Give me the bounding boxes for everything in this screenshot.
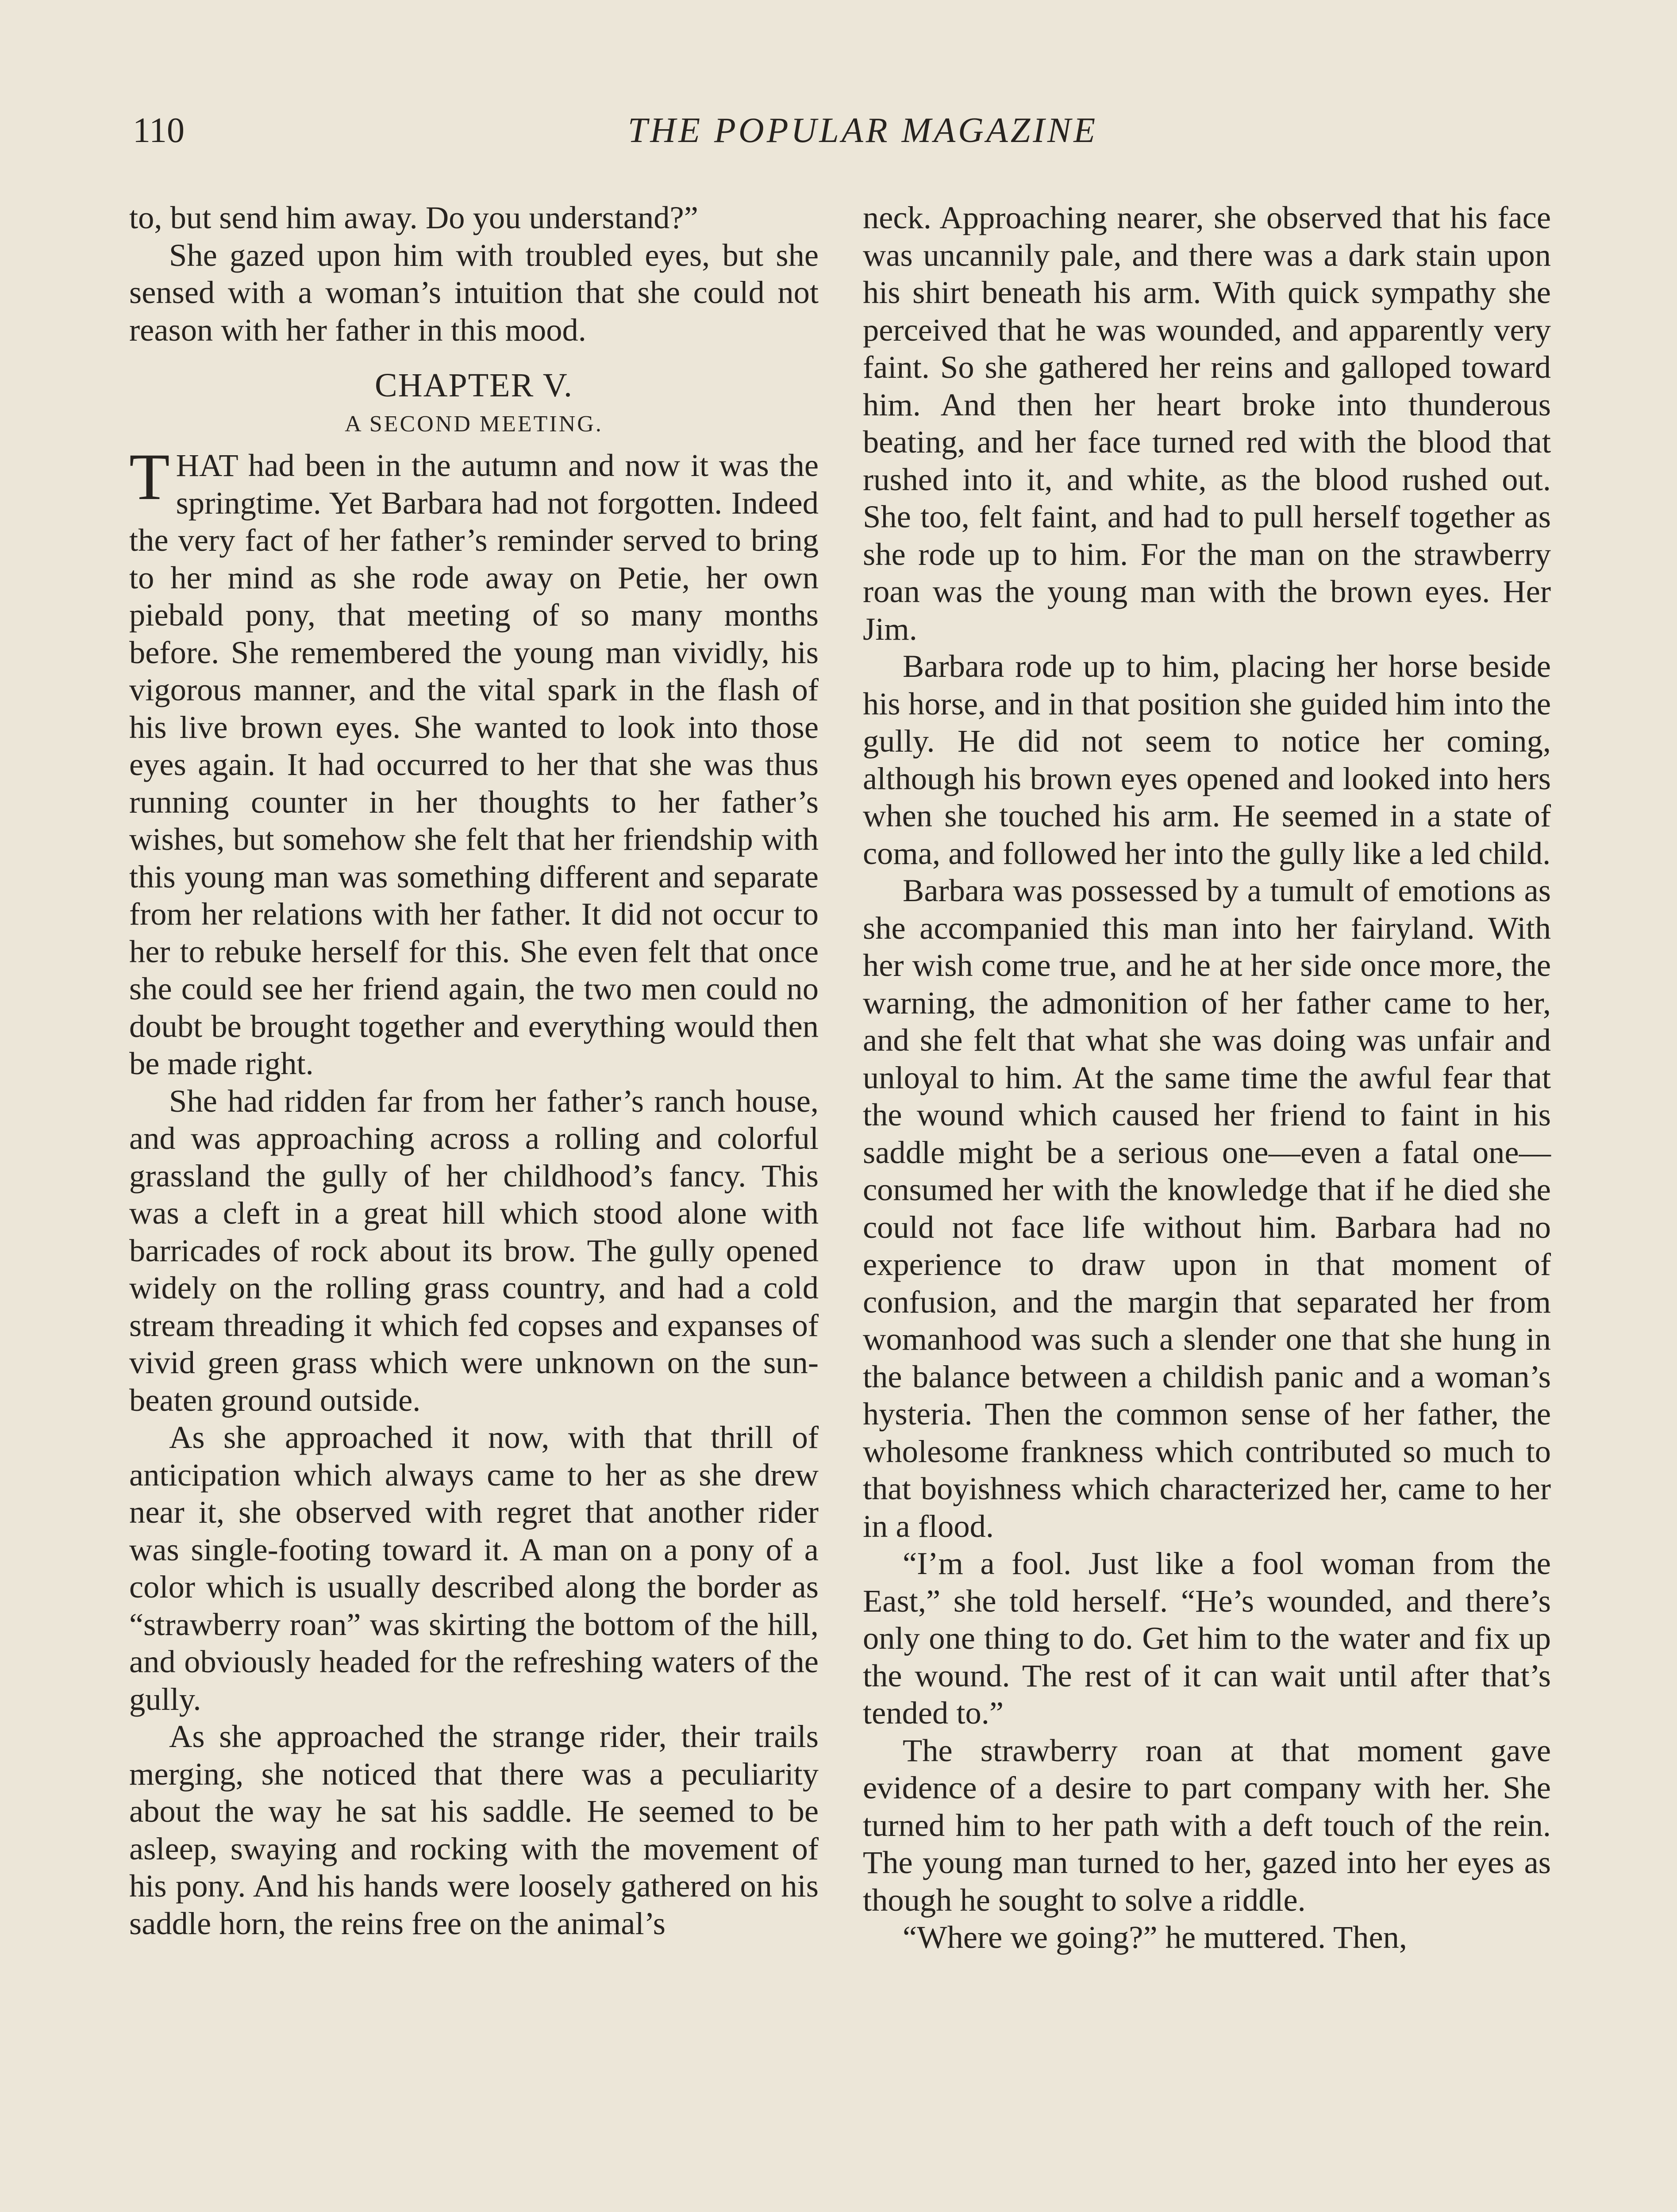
paragraph: She had ridden far from her father’s ranch house, and was approaching across a rolling and colorful grassland the gully of her childhood’s fancy. This was a cleft in a great hill which stood alone with barricades of rock about its brow. The gully opened widely on the rolling grass country, and had a cold stream threading it which fed copses and expanses of vivid green grass which were unknown on the sun-beaten ground outside. (129, 1083, 819, 1418)
chapter-title: CHAPTER V. (375, 367, 573, 404)
paragraph: The strawberry roan at that moment gave evidence of a desire to part company with her. She turned him to her path with a deft touch of the rein. The young man turned to her, gazed into her eyes as though he sought to solve a riddle. (863, 1732, 1551, 1918)
chapter-subtitle: A SECOND MEETING. (345, 411, 603, 437)
paragraph: As she approached the strange rider, their trails merging, she noticed that there was a peculiarity about the way he sat his saddle. He seemed to be asleep, swaying and rocking with the movement of his pony. And his hands were loosely gathered on his saddle horn, the reins free on the animal’s (129, 1718, 819, 1941)
paragraph-text: HAT had been in the autumn and now it was the springtime. Yet Barbara had not forgotten. Indeed the very fact of her father’s reminder served to bring to her mind as she rode away on Petie, her own piebald pony, that meeting of so many months before. She remembered the young man vividly, his vigorous manner, and the vital spark in the flash of his live brown eyes. She wanted to look into those eyes again. It had occurred to her that she was thus running counter in her thoughts to her father’s wishes, but somehow she felt that her friendship with this young man was something different and separate from her relations with her father. It did not occur to her to rebuke herself for this. She even felt that once she could see her friend again, the two men could no doubt be brought together and everything would then be made right. (129, 447, 819, 1081)
paragraph-opening (129, 440, 819, 1083)
paragraph: neck. Approaching nearer, she observed that his face was uncannily pale, and there was a dark stain upon his shirt beneath his arm. With quick sympathy she perceived that he was wounded, and apparently very faint. So she gathered her reins and galloped toward him. And then her heart broke into thunderous beating, and her face turned red with the blood that rushed into it, and white, as the blood rushed out. She too, felt faint, and had to pull herself together as she rode up to him. For the man on the strawberry roan was the young man with the brown eyes. Her Jim. (863, 200, 1551, 647)
paragraph: “Where we going?” he muttered. Then, (903, 1919, 1408, 1955)
paragraph: She gazed upon him with troubled eyes, but she sensed with a woman’s intuition that she could not reason with her father in this mood. (129, 237, 819, 348)
paragraph: Barbara rode up to him, placing her horse beside his horse, and in that position she guided him into the gully. He did not seem to notice her coming, although his brown eyes opened and looked into hers when she touched his arm. He seemed in a state of coma, and followed her into the gully like a led child. (863, 648, 1551, 871)
left-column (129, 199, 819, 1942)
paragraph: Barbara was possessed by a tumult of emotions as she accompanied this man into her fairyland. With her wish come true, and he at her side once more, the warning, the admonition of her father came to her, and she felt that what she was doing was unfair and unloyal to him. At the same time the awful fear that the wound which caused her friend to faint in his saddle might be a serious one—even a fatal one—consumed her with the knowledge that if he died she could not face life without him. Barbara had no experience to draw upon in that moment of confusion, and the margin that separated her from womanhood was such a slender one that she hung in the balance between a childish panic and a woman’s hysteria. Then the common sense of her father, the wholesome frankness which contributed so much to that boyishness which characterized her, came to her in a flood. (863, 872, 1551, 1544)
paragraph: “I’m a fool. Just like a fool woman from the East,” she told herself. “He’s wounded, and there’s only one thing to do. Get him to the water and fix up the wound. The rest of it can wait until after that’s tended to.” (863, 1545, 1551, 1731)
drop-cap: T (129, 440, 170, 514)
page-number: 110 (133, 111, 185, 150)
right-column (863, 199, 1551, 1956)
paragraph: As she approached it now, with that thrill of anticipation which always came to her as she drew near it, she observed with regret that another rider was single-footing toward it. A man on a pony of a color which is usually described along the border as “strawberry roan” was skirting the bottom of the hill, and obviously headed for the refreshing waters of the gully. (129, 1419, 819, 1717)
paragraph: to, but send him away. Do you understand?” (129, 200, 698, 235)
running-head: THE POPULAR MAGAZINE (627, 111, 1098, 150)
